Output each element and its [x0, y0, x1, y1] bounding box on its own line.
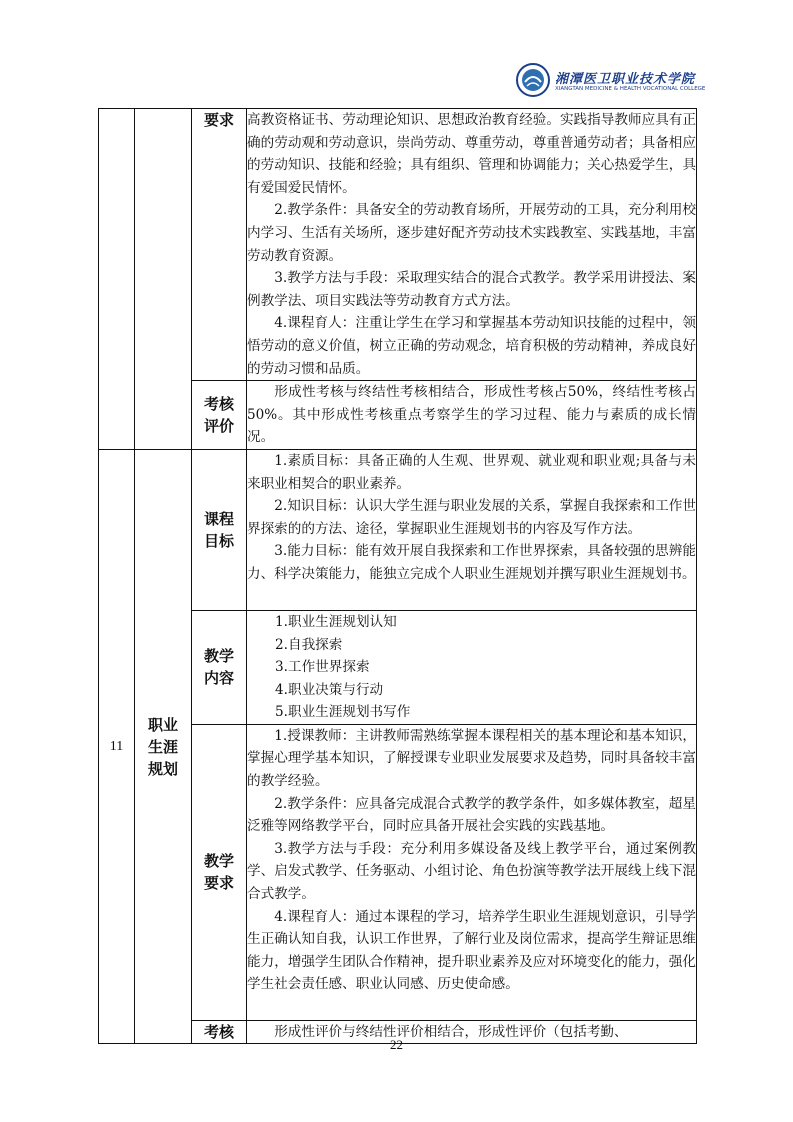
requirement-item: 3.教学方法与手段：充分利用多媒设备及线上教学平台，通过案例教学、启发式教学、任务驱动、小组讨论、角色扮演等教学法开展线上线下混合式教学。 [247, 840, 696, 903]
prev-evaluation-content [247, 381, 697, 450]
school-name-en: XIANGTAN MEDICINE & HEALTH VOCATIONAL COLLEGE [555, 86, 706, 92]
school-logo [515, 62, 705, 100]
requirement-item: 4.课程育人：通过本课程的学习，培养学生职业生涯规划意识，引导学生正确认知自我，认识工作世界，了解行业及岗位需求，提高学生辩证思维能力，增强学生团队合作精神，提升职业素养及应对环境变化的能力，强化学生社会责任感、职业认同感、历史使命感。 [247, 908, 696, 993]
prev-evaluation-label: 考核 评价 [192, 381, 247, 450]
prev-requirements-label: 要求 [192, 109, 247, 381]
course-name: 职业 生涯 规划 [135, 449, 192, 1044]
prev-course-name-cell [135, 109, 192, 450]
course-requirements-content [247, 724, 697, 1020]
course-evaluation-label: 考核 [192, 1020, 247, 1044]
prev-req-para: 高教资格证书、劳动理论知识、思想政治教育经验。实践指导教师应具有正确的劳动观和劳动意识，崇尚劳动、尊重劳动，尊重普通劳动者；具备相应的劳动知识、技能和经验；具有组织、管理和协调能力；关心热爱学生，具有爱国爱民情怀。 [247, 112, 696, 196]
requirement-item: 2.教学条件：应具备完成混合式教学的教学条件，如多媒体教室，超星泛雅等网络教学平台，同时应具备开展社会实践的实践基地。 [247, 795, 696, 835]
goal-item: 2.知识目标：认识大学生涯与职业发展的关系，掌握自我探索和工作世界探索的的方法、途径，掌握职业生涯规划书的内容及写作方法。 [247, 498, 696, 537]
requirement-item: 1.授课教师：主讲教师需熟练掌握本课程相关的基本理论和基本知识，掌握心理学基本知识，了解授课专业职业发展要求及趋势，同时具备较丰富的教学经验。 [247, 727, 696, 790]
prev-requirements-content [247, 109, 697, 381]
prev-course-number-cell [99, 109, 135, 450]
prev-course-requirements-row [99, 109, 697, 381]
prev-req-para: 4.课程育人：注重让学生在学习和掌握基本劳动知识技能的过程中，领悟劳动的意义价值，树立正确的劳动观念，培育积极的劳动精神，养成良好的劳动习惯和品质。 [247, 315, 696, 377]
page-number: 22 [390, 1037, 403, 1052]
content-item: 2.自我探索 [275, 636, 343, 653]
course-requirements-label: 教学 要求 [192, 724, 247, 1020]
school-emblem-icon [515, 62, 551, 98]
content-item: 4.职业决策与行动 [275, 681, 384, 698]
prev-req-para: 2.教学条件：具备安全的劳动教育场所，开展劳动的工具，充分利用校内学习、生活有关场所，逐步建好配齐劳动技术实践教室、实践基地，丰富劳动教育资源。 [247, 202, 696, 264]
school-name: 湘潭医卫职业技术学院 [555, 72, 696, 87]
course-contents-label: 教学 内容 [192, 610, 247, 724]
content-item: 5.职业生涯规划书写作 [275, 704, 411, 721]
goal-item: 1.素质目标：具备正确的人生观、世界观、就业观和职业观;具备与未来职业相契合的职业素养。 [247, 452, 696, 492]
course-eval-text: 形成性评价与终结性评价相结合，形成性评价（包括考勤、 [274, 1023, 628, 1040]
course-goals-content [247, 449, 697, 610]
course-goals-label: 课程 目标 [192, 449, 247, 610]
course-contents-content [247, 610, 697, 724]
prev-eval-text: 形成性考核与终结性考核相结合，形成性考核占50%，终结性考核占50%。其中形成性考核重点考察学生的学习过程、能力与素质的成长情况。 [247, 384, 696, 446]
prev-req-para: 3.教学方法与手段：采取理实结合的混合式教学。教学采用讲授法、案例教学法、项目实践法等劳动教育方式方法。 [247, 270, 696, 309]
course-goals-row [99, 449, 697, 610]
goal-item: 3.能力目标：能有效开展自我探索和工作世界探索，具备较强的思辨能力、科学决策能力，能独立完成个人职业生涯规划并撰写职业生涯规划书。 [247, 543, 696, 582]
course-number: 11 [99, 449, 135, 1044]
content-item: 1.职业生涯规划认知 [275, 613, 397, 630]
content-item: 3.工作世界探索 [275, 659, 370, 676]
course-table [98, 108, 697, 1044]
